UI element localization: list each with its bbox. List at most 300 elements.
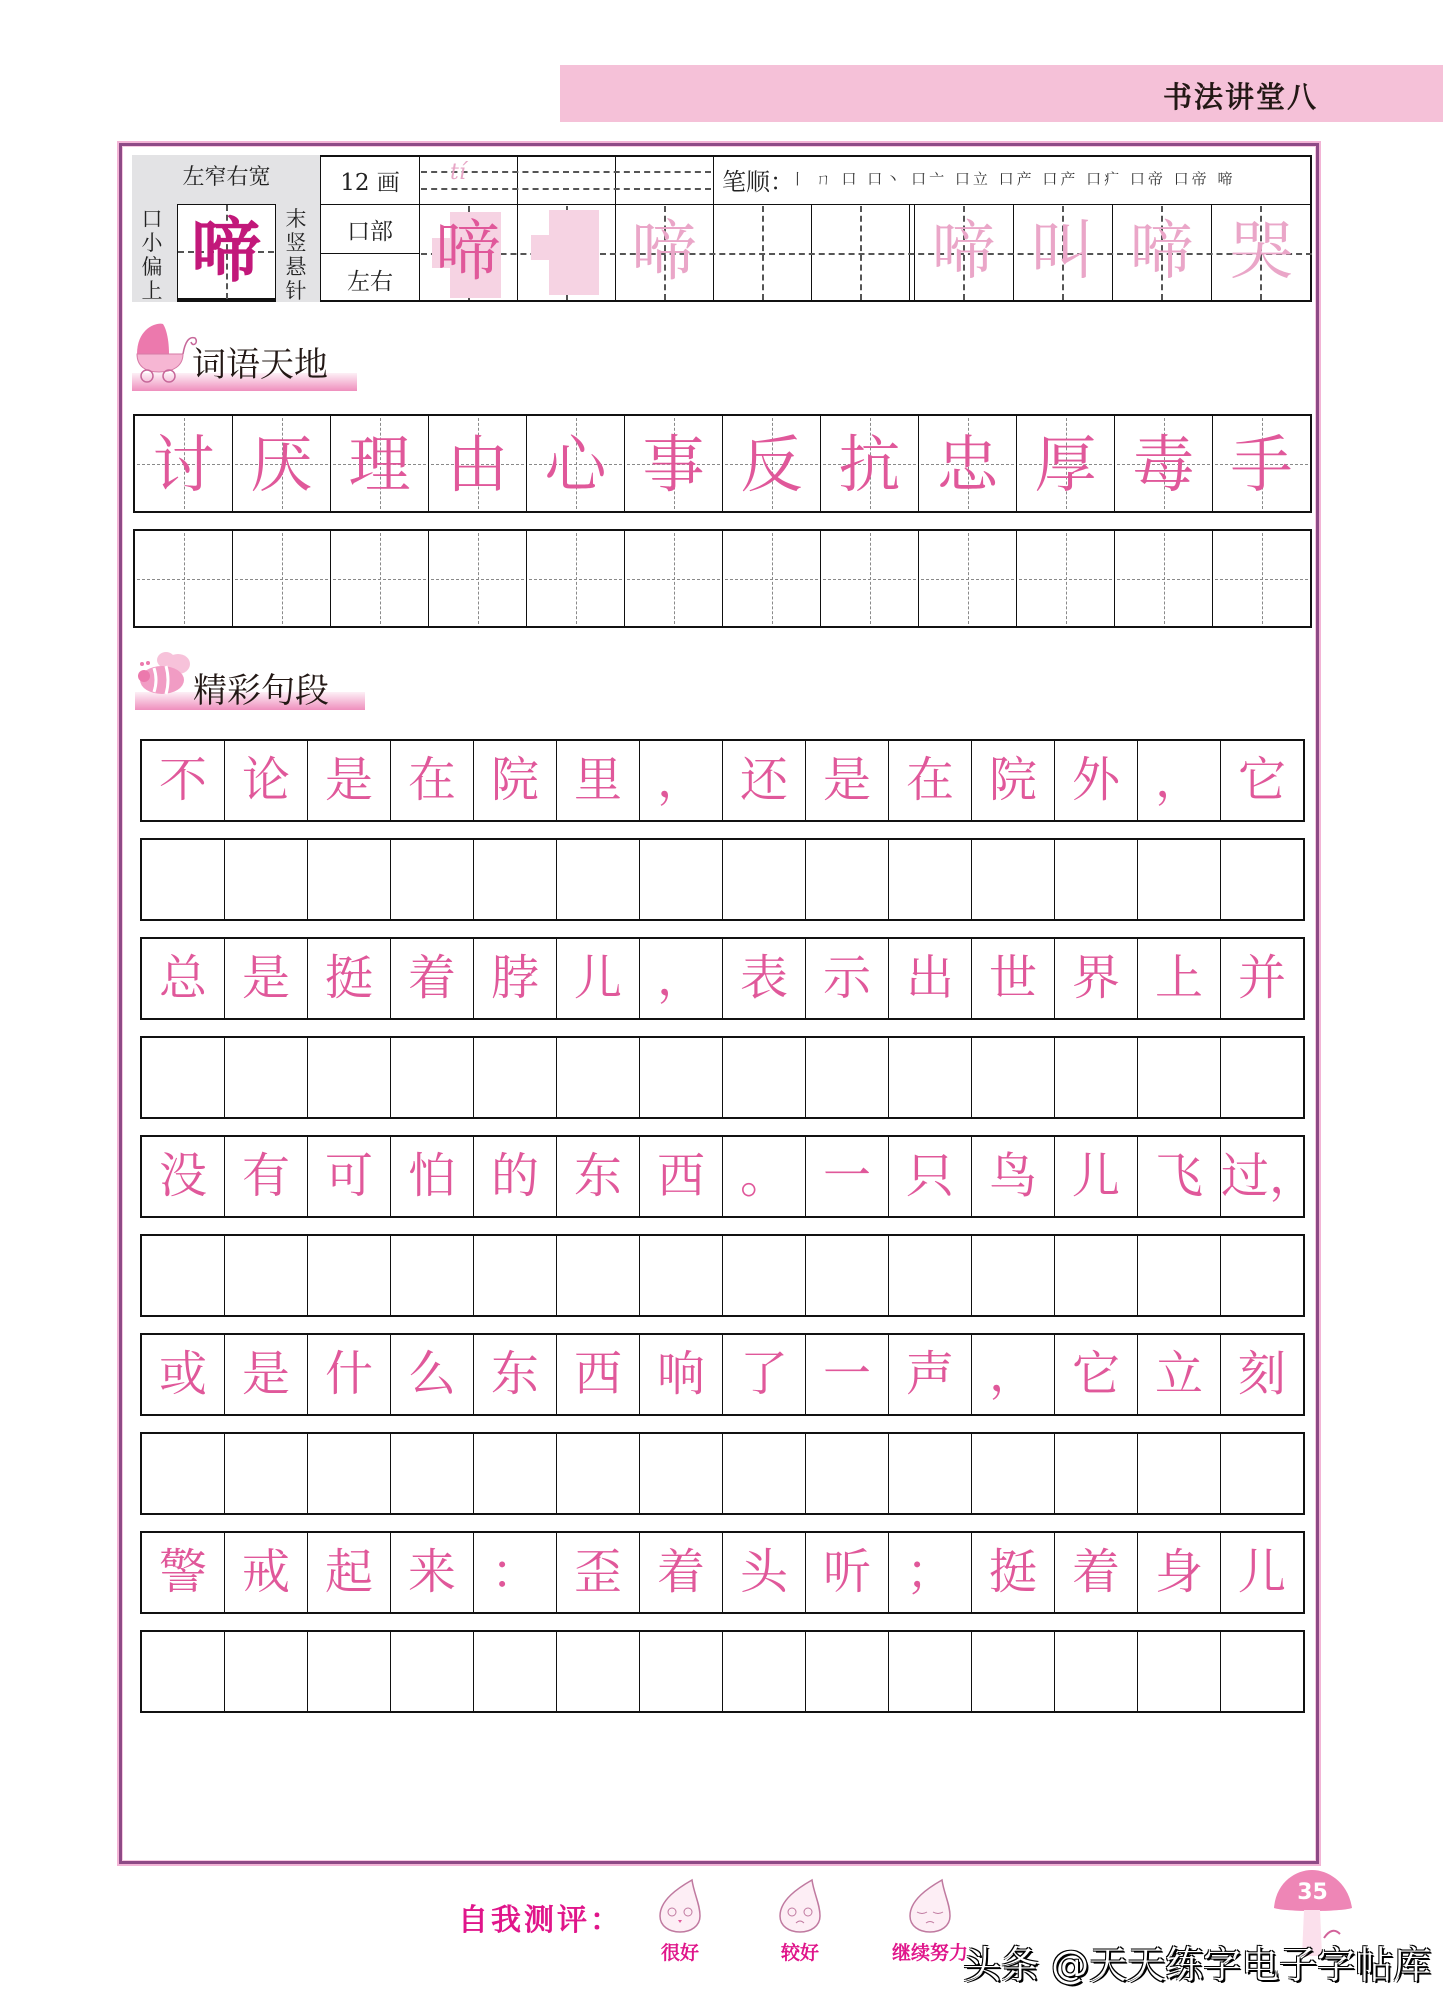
sentence-char: ， — [988, 1346, 1037, 1402]
row-divider — [321, 253, 419, 254]
practice-cell[interactable] — [1055, 1236, 1138, 1315]
practice-cell[interactable] — [723, 1038, 806, 1117]
radical: 口部 — [347, 219, 393, 245]
stroke-count: 12 画 — [340, 170, 400, 196]
sentence-char: 示 — [822, 950, 871, 1006]
sentence-char: 立 — [1154, 1346, 1203, 1402]
sentence-char: 戒 — [241, 1544, 290, 1600]
sentence-cell — [391, 1533, 474, 1612]
structure-label: 左窄右宽 — [182, 165, 271, 190]
practice-cell[interactable] — [806, 1236, 889, 1315]
rating-label: 很好 — [660, 1942, 699, 1964]
sentence-char: 东 — [490, 1346, 539, 1402]
sentence-cell — [1221, 1335, 1303, 1414]
sentence-cell — [640, 1533, 723, 1612]
sentence-char: 只 — [905, 1148, 954, 1204]
word-char: 厚 — [1034, 428, 1097, 501]
sentence-cell — [225, 741, 308, 820]
word-char: 由 — [446, 428, 509, 501]
section-title-sentences: 精彩句段 — [193, 671, 329, 711]
sentence-cell — [723, 939, 806, 1018]
sentence-cell — [1221, 1533, 1303, 1612]
word-char: 理 — [348, 428, 411, 501]
practice-cell[interactable] — [1221, 1632, 1303, 1711]
sentence-cell — [308, 1533, 391, 1612]
practice-cell[interactable] — [391, 840, 474, 919]
practice-cell[interactable] — [972, 1434, 1055, 1513]
sentence-cell — [308, 939, 391, 1018]
sentence-cell — [557, 1533, 640, 1612]
sentence-char: 挺 — [324, 950, 373, 1006]
sentence-cell — [723, 1137, 806, 1216]
sentence-cell — [391, 741, 474, 820]
practice-cell[interactable] — [225, 840, 308, 919]
sentence-char: 的 — [490, 1148, 539, 1204]
sentence-char: ； — [905, 1544, 954, 1600]
sentence-cell — [142, 741, 225, 820]
sentence-char: 是 — [241, 1346, 290, 1402]
practice-cell[interactable] — [391, 1434, 474, 1513]
sentence-char: 身 — [1154, 1544, 1203, 1600]
sentence-practice-row[interactable] — [140, 1630, 1305, 1713]
component-highlight-left — [531, 235, 549, 260]
sentence-char: 了 — [739, 1346, 788, 1402]
sentence-char: 着 — [656, 1544, 705, 1600]
page-title: 书法讲堂八 — [1162, 80, 1318, 114]
practice-cell[interactable] — [225, 1632, 308, 1711]
sentence-char: 院 — [490, 752, 539, 808]
sentence-char: 刻 — [1237, 1346, 1286, 1402]
word-cell — [429, 416, 527, 511]
sentence-char: ， — [656, 752, 705, 808]
practice-cell[interactable] — [331, 531, 429, 626]
sentence-cell — [1055, 1533, 1138, 1612]
sentence-cell — [1138, 741, 1221, 820]
practice-cell[interactable] — [1138, 1632, 1221, 1711]
self-eval-label: 自我测评： — [458, 1903, 623, 1938]
practice-cell[interactable] — [806, 1632, 889, 1711]
practice-cell[interactable] — [1055, 840, 1138, 919]
sentence-cell — [640, 741, 723, 820]
sentence-cell — [557, 1335, 640, 1414]
word-practice-grid[interactable] — [133, 529, 1312, 628]
structure-layout: 左右 — [347, 269, 393, 295]
sentence-cell — [1221, 741, 1303, 820]
practice-cell[interactable] — [474, 840, 557, 919]
sentence-char: 儿 — [1237, 1544, 1286, 1600]
practice-cell[interactable] — [474, 1038, 557, 1117]
word-cell — [1017, 416, 1115, 511]
practice-cell[interactable] — [723, 840, 806, 919]
sentence-cell — [806, 939, 889, 1018]
sentence-cell — [723, 741, 806, 820]
practice-cell[interactable] — [135, 531, 233, 626]
word-char: 毒 — [1132, 428, 1195, 501]
sentence-cell — [640, 939, 723, 1018]
sentence-char: 过， — [1221, 1148, 1318, 1204]
right-tip-text: 末竖悬针 — [285, 207, 307, 303]
sentence-char: 在 — [407, 752, 456, 808]
sentence-char: 。 — [739, 1148, 788, 1204]
sentence-char: 一 — [822, 1346, 871, 1402]
sentence-cell — [889, 1533, 972, 1612]
baby-stroller-icon — [133, 318, 199, 384]
practice-cell[interactable] — [557, 1434, 640, 1513]
word-char: 手 — [1230, 428, 1293, 501]
sentence-row — [140, 1135, 1318, 1218]
col-divider — [713, 155, 714, 302]
sentence-char: 外 — [1071, 752, 1120, 808]
practice-cell[interactable] — [474, 1434, 557, 1513]
sentence-char: 挺 — [988, 1544, 1037, 1600]
practice-cell[interactable] — [308, 1434, 391, 1513]
word-cell — [625, 416, 723, 511]
practice-cell[interactable] — [723, 531, 821, 626]
sentence-char: 听 — [822, 1544, 871, 1600]
practice-cell[interactable] — [1055, 1434, 1138, 1513]
word-cell — [723, 416, 821, 511]
sentence-char: 飞 — [1154, 1148, 1203, 1204]
practice-cell[interactable] — [557, 1038, 640, 1117]
practice-cell[interactable] — [1017, 531, 1115, 626]
sentence-char: 论 — [241, 752, 290, 808]
watermark: 头条 @天天练字电子字帖库 — [963, 1943, 1432, 1987]
word-cell — [135, 416, 233, 511]
sentence-cell — [225, 939, 308, 1018]
word-char: 讨 — [152, 428, 215, 501]
sentence-cell — [557, 741, 640, 820]
sentence-cell — [1055, 1335, 1138, 1414]
practice-cell[interactable] — [972, 840, 1055, 919]
rating-very-good[interactable] — [656, 1878, 720, 1965]
word-cell — [821, 416, 919, 511]
happy-drop-icon — [656, 1878, 704, 1934]
sentence-cell — [723, 1533, 806, 1612]
practice-cell[interactable] — [1221, 1236, 1303, 1315]
sentence-cell — [474, 1335, 557, 1414]
sad-drop-icon — [906, 1878, 954, 1934]
practice-cell[interactable] — [308, 840, 391, 919]
practice-cell[interactable] — [557, 1236, 640, 1315]
sentence-cell — [308, 1335, 391, 1414]
trace-character: 啼 — [435, 213, 501, 290]
sentence-cell — [1055, 1137, 1138, 1216]
sentence-char: 西 — [656, 1148, 705, 1204]
sentence-cell — [1138, 1533, 1221, 1612]
sentence-char: 并 — [1237, 950, 1286, 1006]
sentence-cell — [806, 1137, 889, 1216]
practice-cell[interactable] — [142, 1038, 225, 1117]
rating-good[interactable] — [776, 1878, 840, 1965]
right-tip-vertical — [284, 207, 308, 303]
sentence-cell — [391, 939, 474, 1018]
word-char: 啼 — [931, 215, 996, 289]
word-cell — [233, 416, 331, 511]
word-cell — [1213, 416, 1310, 511]
practice-cell[interactable] — [640, 1632, 723, 1711]
practice-cell[interactable] — [723, 1434, 806, 1513]
practice-cell[interactable] — [1221, 1038, 1303, 1117]
sentence-cell — [1138, 939, 1221, 1018]
sentence-char: 儿 — [573, 950, 622, 1006]
sentence-cell — [142, 1137, 225, 1216]
practice-cell[interactable] — [640, 1434, 723, 1513]
practice-guide-vertical — [860, 206, 862, 300]
sentence-char: 界 — [1071, 950, 1120, 1006]
pinyin: tí — [450, 160, 466, 185]
sentence-cell — [1221, 1137, 1318, 1216]
practice-cell[interactable] — [723, 1236, 806, 1315]
sentence-char: 可 — [324, 1148, 373, 1204]
practice-cell[interactable] — [142, 1236, 225, 1315]
sentence-char: 它 — [1237, 752, 1286, 808]
practice-cell[interactable] — [919, 531, 1017, 626]
word-char: 事 — [642, 428, 705, 501]
word-char: 心 — [544, 428, 607, 501]
sentence-cell — [225, 1533, 308, 1612]
practice-cell[interactable] — [391, 1632, 474, 1711]
practice-cell[interactable] — [308, 1632, 391, 1711]
sentence-char: 歪 — [573, 1544, 622, 1600]
practice-cell[interactable] — [1138, 840, 1221, 919]
sentence-char: 是 — [241, 950, 290, 1006]
word-char: 厌 — [250, 428, 313, 501]
sentence-cell — [972, 1335, 1055, 1414]
word-char: 啼 — [1129, 215, 1194, 289]
sentence-cell — [474, 1137, 557, 1216]
word-cell — [527, 416, 625, 511]
component-highlight-right — [549, 210, 599, 295]
sentence-char: 还 — [739, 752, 788, 808]
sentence-cell — [1055, 939, 1138, 1018]
pinyin-guide-line — [421, 188, 711, 190]
left-tip-text: 口小偏上 — [141, 207, 163, 303]
sentence-cell — [474, 1533, 557, 1612]
stroke-order-label: 笔顺： — [722, 168, 794, 196]
practice-cell[interactable] — [142, 840, 225, 919]
sentence-cell — [225, 1335, 308, 1414]
sentence-char: 院 — [988, 752, 1037, 808]
sentence-cell — [308, 741, 391, 820]
left-tip-vertical — [140, 207, 164, 303]
practice-cell[interactable] — [972, 1236, 1055, 1315]
sentence-char: 西 — [573, 1346, 622, 1402]
practice-cell[interactable] — [640, 840, 723, 919]
section-title-words: 词语天地 — [192, 345, 328, 385]
sentence-char: 世 — [988, 950, 1037, 1006]
sentence-cell — [972, 741, 1055, 820]
sentence-char: 东 — [573, 1148, 622, 1204]
practice-cell[interactable] — [233, 531, 331, 626]
sentence-row — [140, 739, 1305, 822]
sentence-cell — [806, 1335, 889, 1414]
practice-cell[interactable] — [557, 1632, 640, 1711]
word-char: 反 — [740, 428, 803, 501]
sentence-char: 上 — [1154, 950, 1203, 1006]
rating-label: 继续努力 — [892, 1942, 969, 1964]
sentence-char: 警 — [158, 1544, 207, 1600]
practice-cell[interactable] — [972, 1632, 1055, 1711]
practice-cell[interactable] — [308, 1038, 391, 1117]
sentence-char: 头 — [739, 1544, 788, 1600]
practice-cell[interactable] — [1213, 531, 1310, 626]
word-cell — [1115, 416, 1213, 511]
practice-cell[interactable] — [1055, 1038, 1138, 1117]
practice-cell[interactable] — [806, 840, 889, 919]
practice-cell[interactable] — [1138, 1236, 1221, 1315]
sentence-cell — [640, 1335, 723, 1414]
sentence-cell — [1055, 741, 1138, 820]
sentence-cell — [225, 1137, 308, 1216]
sentence-char: 是 — [324, 752, 373, 808]
sentence-char: ： — [490, 1544, 539, 1600]
sentence-char: 是 — [822, 752, 871, 808]
header-bar — [560, 65, 1443, 122]
sentence-cell — [391, 1137, 474, 1216]
word-char: 叫 — [1030, 215, 1095, 289]
practice-cell[interactable] — [972, 1038, 1055, 1117]
model-character: 啼 — [191, 209, 261, 292]
practice-cell[interactable] — [1221, 840, 1303, 919]
practice-cell[interactable] — [391, 1038, 474, 1117]
practice-cell[interactable] — [806, 1434, 889, 1513]
practice-cell[interactable] — [142, 1632, 225, 1711]
practice-cell[interactable] — [889, 1632, 972, 1711]
sentence-char: 儿 — [1071, 1148, 1120, 1204]
sentence-practice-row[interactable] — [140, 1234, 1305, 1317]
sentence-practice-row[interactable] — [140, 838, 1305, 921]
practice-cell[interactable] — [723, 1632, 806, 1711]
practice-cell[interactable] — [806, 1038, 889, 1117]
sentence-cell — [640, 1137, 723, 1216]
sentence-cell — [889, 1137, 972, 1216]
sentence-cell — [1221, 939, 1303, 1018]
sentence-cell — [972, 1533, 1055, 1612]
practice-cell[interactable] — [391, 1236, 474, 1315]
sentence-cell — [889, 741, 972, 820]
word-cell — [331, 416, 429, 511]
practice-cell[interactable] — [640, 1038, 723, 1117]
trace-character-faint: 啼 — [631, 213, 697, 290]
sentence-cell — [889, 1335, 972, 1414]
sentence-char: 着 — [1071, 1544, 1120, 1600]
sentence-char: 起 — [324, 1544, 373, 1600]
sentence-char: 么 — [407, 1346, 456, 1402]
sentence-cell — [972, 939, 1055, 1018]
practice-cell[interactable] — [821, 531, 919, 626]
sentence-char: 一 — [822, 1148, 871, 1204]
rating-label: 较好 — [780, 1942, 819, 1964]
sentence-cell — [474, 939, 557, 1018]
practice-cell[interactable] — [474, 1236, 557, 1315]
sentence-char: 或 — [158, 1346, 207, 1402]
sentence-char: 它 — [1071, 1346, 1120, 1402]
word-char: 抗 — [838, 428, 901, 501]
sentence-char: ， — [1154, 752, 1203, 808]
practice-cell[interactable] — [889, 840, 972, 919]
sentence-char: 出 — [905, 950, 954, 1006]
sentence-char: ， — [656, 950, 705, 1006]
practice-cell[interactable] — [1138, 1038, 1221, 1117]
word-cell — [919, 416, 1017, 511]
col-divider — [517, 155, 518, 302]
sentence-cell — [142, 1335, 225, 1414]
word-char: 哭 — [1229, 215, 1294, 289]
sentence-char: 声 — [905, 1346, 954, 1402]
sentence-cell — [474, 741, 557, 820]
practice-cell[interactable] — [889, 1434, 972, 1513]
practice-cell[interactable] — [889, 1038, 972, 1117]
practice-cell[interactable] — [1115, 531, 1213, 626]
sentence-cell — [1138, 1137, 1221, 1216]
sentence-char: 总 — [158, 950, 207, 1006]
sentence-cell — [557, 1137, 640, 1216]
sentence-practice-row[interactable] — [140, 1432, 1305, 1515]
sentence-row — [140, 937, 1305, 1020]
sentence-row — [140, 1531, 1305, 1614]
sentence-char: 怕 — [407, 1148, 456, 1204]
sentence-cell — [889, 939, 972, 1018]
sentence-char: 鸟 — [988, 1148, 1037, 1204]
sentence-practice-row[interactable] — [140, 1036, 1305, 1119]
practice-cell[interactable] — [225, 1434, 308, 1513]
practice-cell[interactable] — [474, 1632, 557, 1711]
sentence-char: 着 — [407, 950, 456, 1006]
sentence-cell — [1138, 1335, 1221, 1414]
neutral-drop-icon — [776, 1878, 824, 1934]
sentence-cell — [308, 1137, 391, 1216]
sentence-cell — [806, 741, 889, 820]
practice-cell[interactable] — [557, 840, 640, 919]
practice-cell[interactable] — [889, 1236, 972, 1315]
row-divider — [321, 204, 1312, 205]
sentence-char: 在 — [905, 752, 954, 808]
practice-guide-vertical — [762, 206, 764, 300]
sentence-char: 响 — [656, 1346, 705, 1402]
sentence-char: 不 — [158, 752, 207, 808]
practice-cell[interactable] — [1055, 1632, 1138, 1711]
sentence-cell — [972, 1137, 1055, 1216]
sentence-cell — [142, 939, 225, 1018]
practice-cell[interactable] — [429, 531, 527, 626]
bee-icon — [134, 650, 194, 702]
practice-cell[interactable] — [1138, 1434, 1221, 1513]
practice-cell[interactable] — [225, 1038, 308, 1117]
practice-cell[interactable] — [625, 531, 723, 626]
sentence-cell — [557, 939, 640, 1018]
sentence-char: 没 — [158, 1148, 207, 1204]
sentence-cell — [391, 1335, 474, 1414]
stroke-order-sequence: 丨 ㄇ 口 口丶 口亠 口立 口产 口产 口疒 口帝 口帝 啼 — [790, 170, 1236, 188]
sentence-char: 表 — [739, 950, 788, 1006]
practice-cell[interactable] — [640, 1236, 723, 1315]
practice-cell[interactable] — [142, 1434, 225, 1513]
sentence-cell — [806, 1533, 889, 1612]
practice-cell[interactable] — [225, 1236, 308, 1315]
practice-cell[interactable] — [308, 1236, 391, 1315]
word-char: 忠 — [936, 428, 999, 501]
sentence-row — [140, 1333, 1305, 1416]
sentence-char: 什 — [324, 1346, 373, 1402]
sentence-char: 来 — [407, 1544, 456, 1600]
sentence-char: 里 — [573, 752, 622, 808]
practice-cell[interactable] — [527, 531, 625, 626]
sentence-char: 脖 — [490, 950, 539, 1006]
page-number: 35 — [1297, 1880, 1328, 1905]
sentence-char: 有 — [241, 1148, 290, 1204]
sentence-cell — [723, 1335, 806, 1414]
practice-cell[interactable] — [1221, 1434, 1303, 1513]
